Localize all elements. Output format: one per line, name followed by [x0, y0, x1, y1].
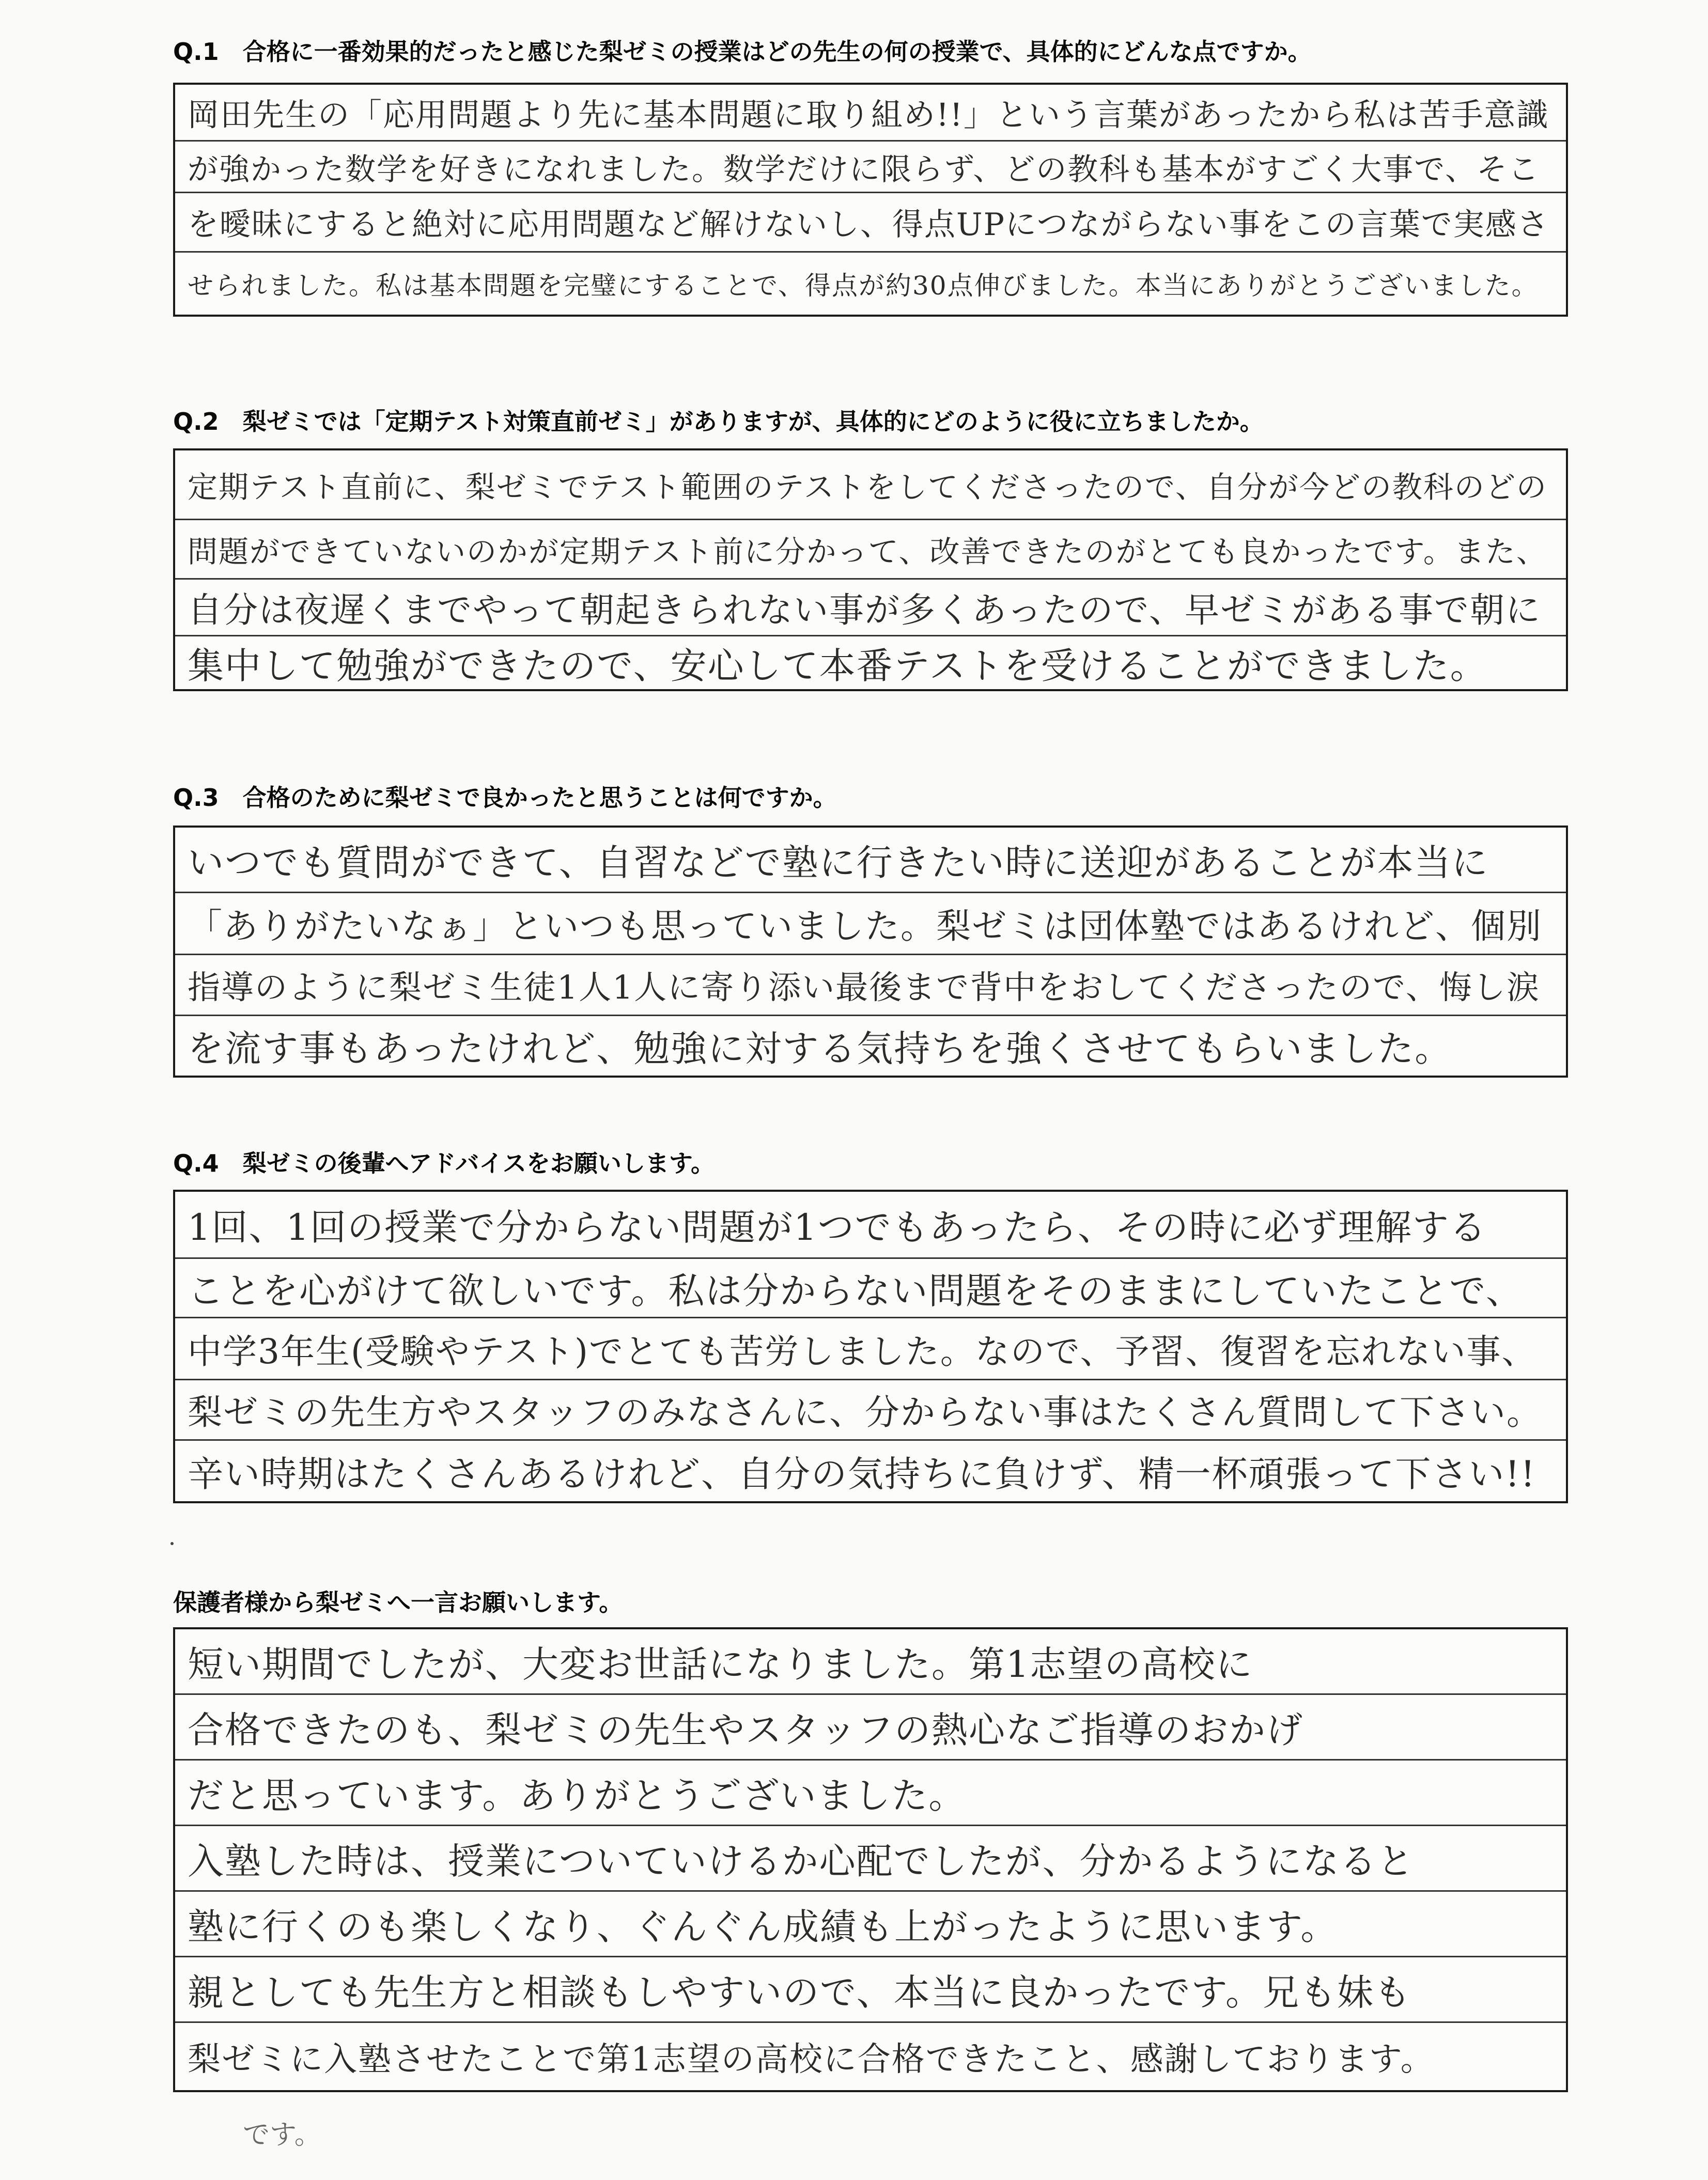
parent-overflow-text: です。 [243, 2120, 321, 2151]
q4-answer-line-5: 辛い時期はたくさんあるけれど、自分の気持ちに負けず、精一杯頑張って下さい!! [188, 1454, 1536, 1495]
q2-answer-line-4: 集中して勉強ができたので、安心して本番テストを受けることができました。 [188, 644, 1487, 687]
parent-answer-box [173, 1627, 1568, 2092]
parent-answer-line-1: 短い期間でしたが、大変お世話になりました。第1志望の高校に [175, 1629, 1566, 1695]
parent-answer-line-6: 親としても先生方と相談もしやすいので、本当に良かったです。兄も妹も [175, 1957, 1566, 2023]
margin-dot [170, 1542, 174, 1545]
q4-answer-line-4: 梨ゼミの先生方やスタッフのみなさんに、分からない事はたくさん質問して下さい。 [175, 1380, 1566, 1441]
q2-answer-line-3: 自分は夜遅くまでやって朝起きられない事が多くあったので、早ゼミがある事で朝に [175, 580, 1566, 636]
parent-title: 保護者様から梨ゼミへ一言お願いします。 [173, 1589, 623, 1616]
q1-answer-line-2: が強かった数学を好きになれました。数学だけに限らず、どの教科も基本がすごく大事で、そこ [175, 142, 1566, 193]
q2-answer-line-1: 定期テスト直前に、梨ゼミでテスト範囲のテストをしてくださったので、自分が今どの教科のどの [175, 450, 1566, 520]
q1-answer-box [173, 83, 1568, 317]
parent-answer-line-3: だと思っています。ありがとうございました。 [175, 1761, 1566, 1826]
q1-answer-line-1: 岡田先生の「応用問題より先に基本問題に取り組め!!」という言葉があったから私は苦手意識 [175, 85, 1566, 142]
q1-answer-line-3: を曖昧にすると絶対に応用問題など解けないし、得点UPにつながらない事をこの言葉で実感さ [175, 193, 1566, 253]
parent-answer-line-7: 梨ゼミに入塾させたことで第1志望の高校に合格できたこと、感謝しております。 [188, 2041, 1435, 2079]
q3-title: Q.3 合格のために梨ゼミで良かったと思うことは何ですか。 [173, 784, 837, 812]
q4-title: Q.4 梨ゼミの後輩へアドバイスをお願いします。 [173, 1149, 715, 1177]
q2-answer-line-2: 問題ができていないのかが定期テスト前に分かって、改善できたのがとても良かったです。また、 [175, 520, 1566, 580]
q4-answer-line-2: ことを心がけて欲しいです。私は分からない問題をそのままにしていたことで、 [175, 1259, 1566, 1318]
q2-answer-box [173, 448, 1568, 691]
q3-answer-line-2: 「ありがたいなぁ」といつも思っていました。梨ゼミは団体塾ではあるけれど、個別 [175, 893, 1566, 955]
parent-answer-line-5: 塾に行くのも楽しくなり、ぐんぐん成績も上がったように思います。 [175, 1892, 1566, 1957]
q1-title: Q.1 合格に一番効果的だったと感じた梨ゼミの授業はどの先生の何の授業で、具体的にどんな点ですか。 [173, 38, 1312, 66]
q4-answer-box [173, 1190, 1568, 1503]
q1-answer-line-4: せられました。私は基本問題を完璧にすることで、得点が約30点伸びました。本当にありがとうございました。 [188, 271, 1539, 301]
q3-answer-line-4: を流す事もあったけれど、勉強に対する気持ちを強くさせてもらいました。 [188, 1027, 1452, 1070]
q3-answer-line-3: 指導のように梨ゼミ生徒1人1人に寄り添い最後まで背中をおしてくださったので、悔し涙 [175, 955, 1566, 1016]
q4-answer-line-1: 1回、1回の授業で分からない問題が1つでもあったら、その時に必ず理解する [175, 1192, 1566, 1259]
parent-answer-line-2: 合格できたのも、梨ゼミの先生やスタッフの熱心なご指導のおかげ [175, 1695, 1566, 1761]
q3-answer-line-1: いつでも質問ができて、自習などで塾に行きたい時に送迎があることが本当に [175, 828, 1566, 893]
q4-answer-line-3: 中学3年生(受験やテスト)でとても苦労しました。なので、予習、復習を忘れない事、 [175, 1318, 1566, 1380]
parent-answer-line-4: 入塾した時は、授業についていけるか心配でしたが、分かるようになると [175, 1826, 1566, 1892]
q2-title: Q.2 梨ゼミでは「定期テスト対策直前ゼミ」がありますが、具体的にどのように役に立ちましたか。 [173, 408, 1264, 435]
q3-answer-box [173, 826, 1568, 1078]
